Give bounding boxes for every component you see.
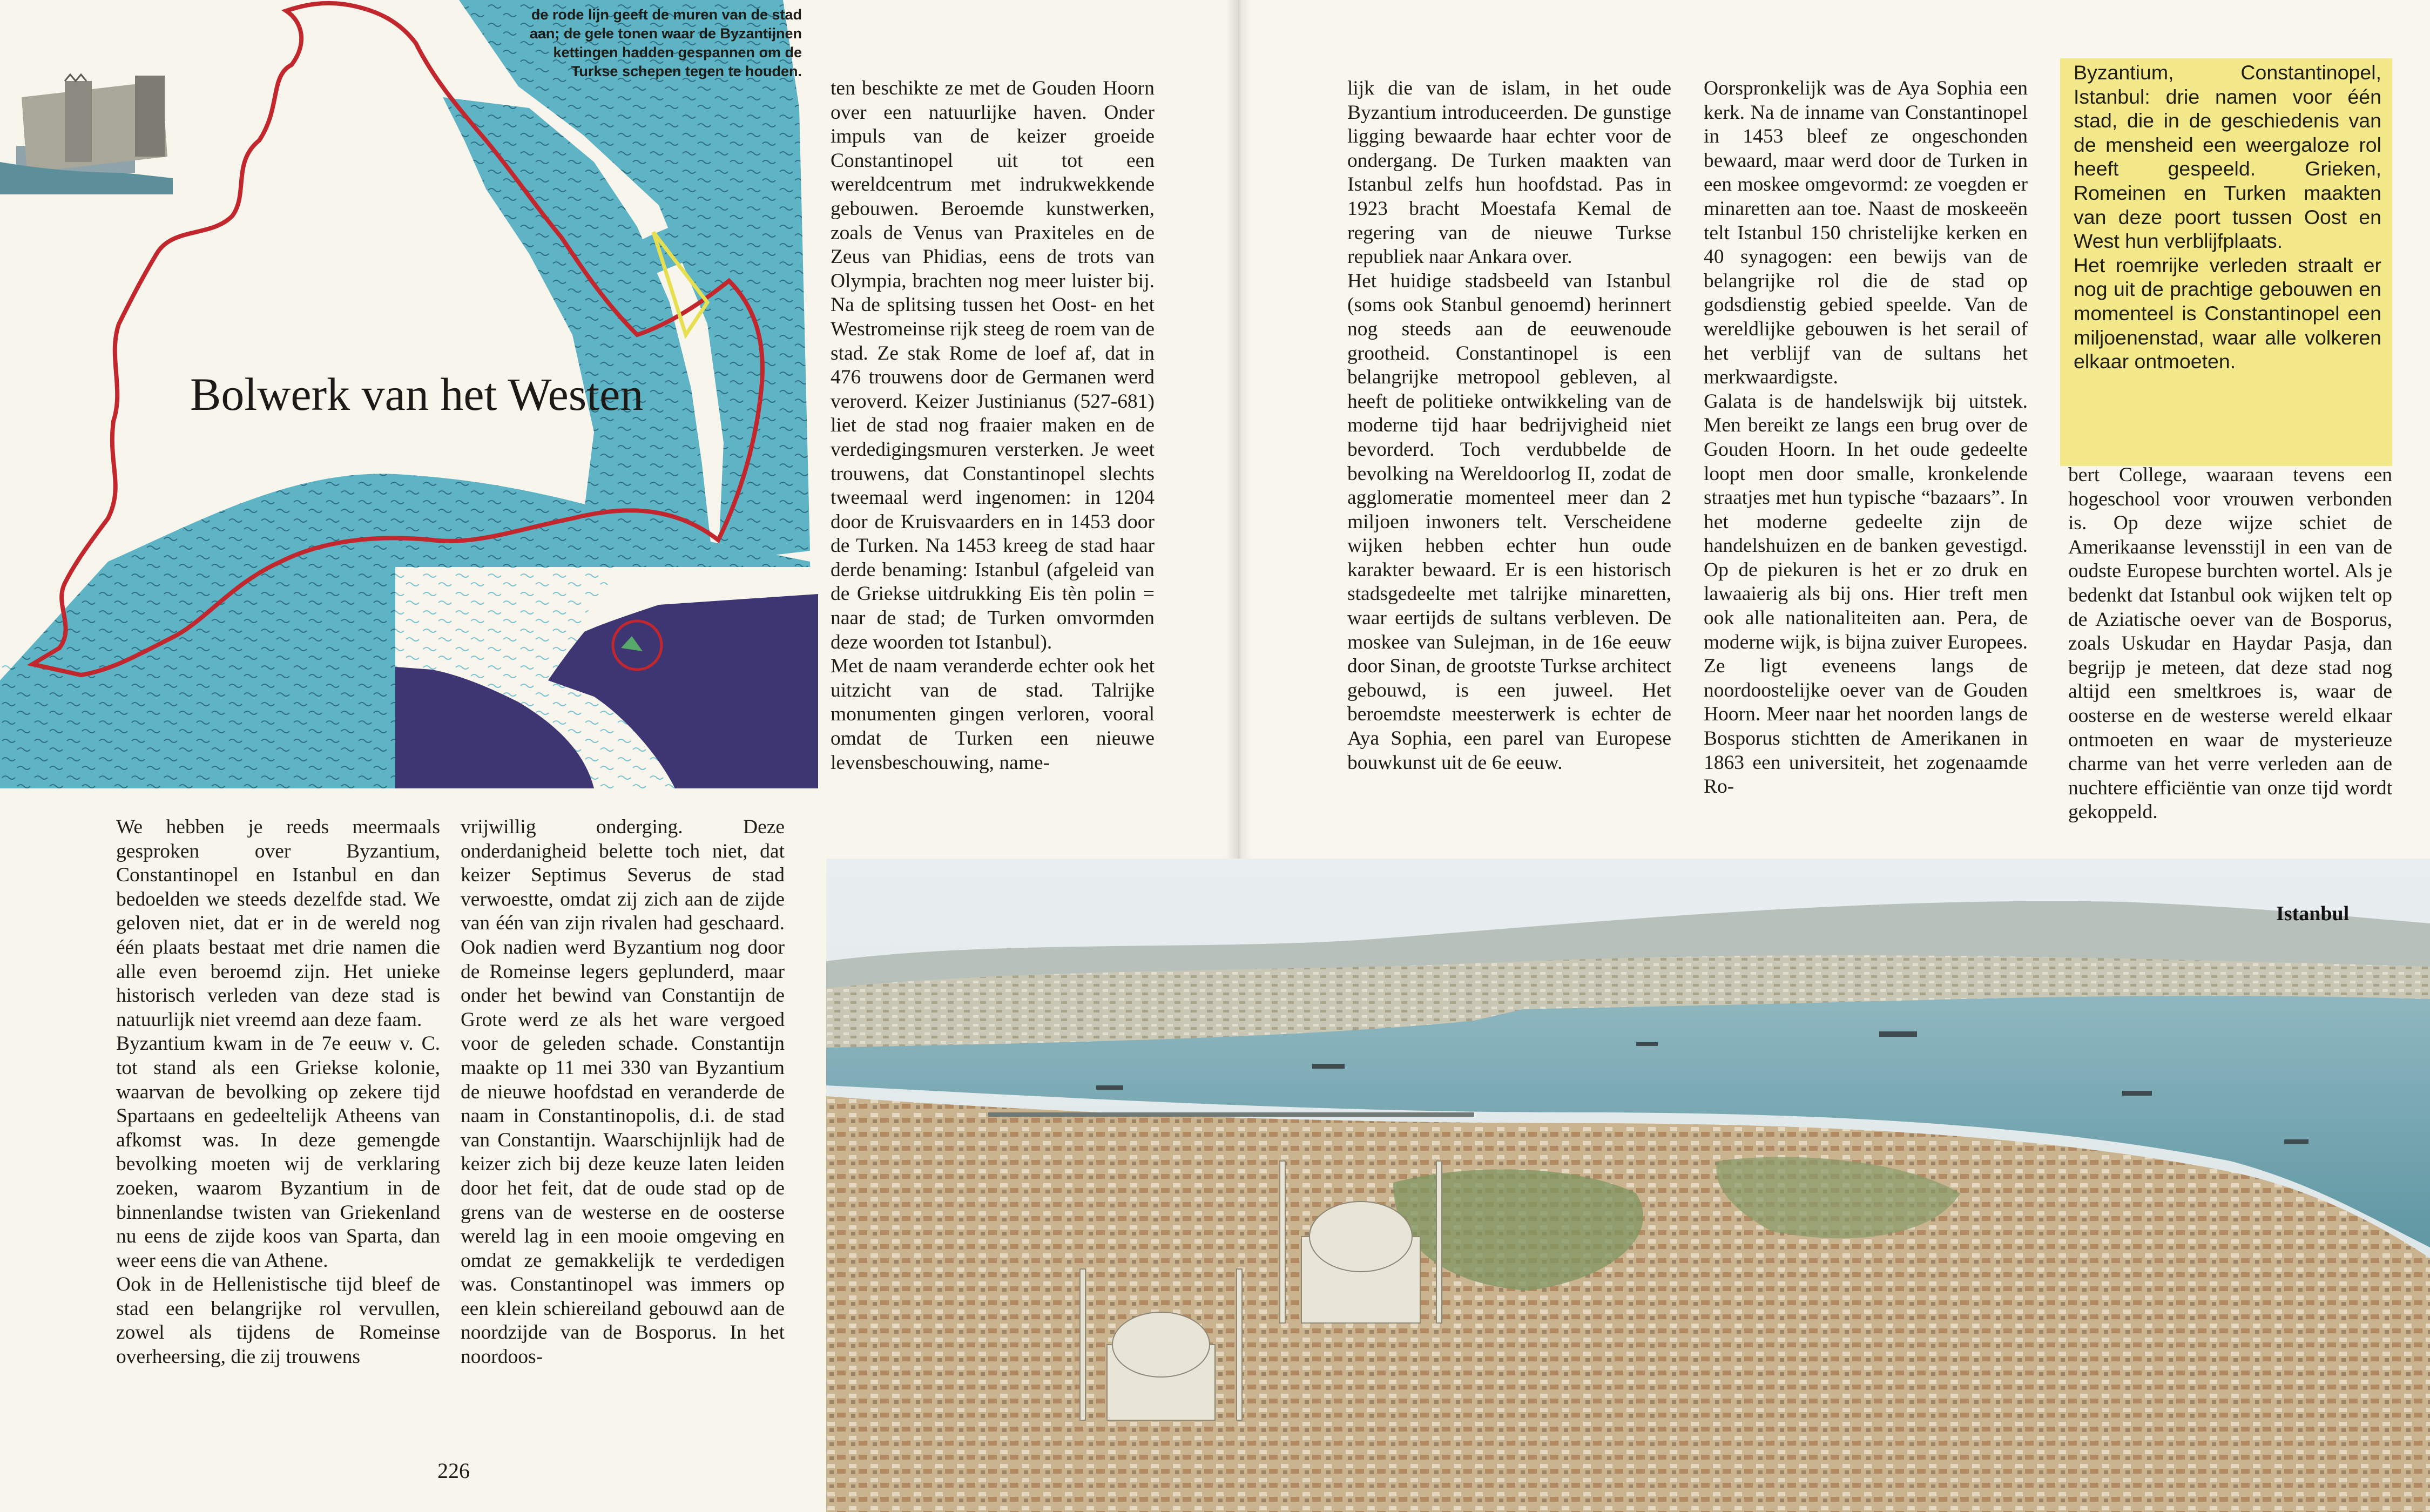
paragraph: Byzantium kwam in de 7e eeuw v. C. tot stand als een Griekse kolonie, waarvan de bevolking op zekere tijd Spartaans en gedeeltelijk Atheens van afkomst was. In deze gemengde bevolking moeten wij de verklaring zoeken, waarom Byzantium in de binnenlandse twisten van Griekenland nu eens de zijde koos van Sparta, dan weer eens die van Athene.	[116, 1032, 440, 1272]
right-column-2	[1704, 77, 2028, 799]
city-wall-drawing	[0, 75, 173, 194]
paragraph: vrijwillig onderging. Deze onderdanigheid belette toch niet, dat keizer Septimus Severus de stad verwoestte, omdat zij zich aan de zijde van één van zijn rivalen had geschaard. Ook nadien werd Byzantium nog door de Romeinse legers geplunderd, maar onder het bewind van Constantijn de Grote werd ze als het ware vergoed voor de geleden schade. Constantijn maakte op 11 mei 330 van Byzantium de nieuwe hoofdstad en veranderde de naam in Constantinopolis, d.i. de stad van Constantijn. Waarschijnlijk had de keizer zich bij deze keuze laten leiden door het feit, dat de oude stad op de grens van de westerse en de oosterse wereld lag in een mooie omgeving en omdat ze gemakkelijk te verdedigen was. Constantinopel was immers op een klein schiereiland gebouwd aan de noordzijde van de Bosporus. In het noordoos-	[461, 816, 785, 1368]
panorama-label: Istanbul	[2276, 902, 2350, 925]
left-column-3	[831, 77, 1155, 775]
map-caption: de rode lijn geeft de muren van de stad aan; de gele tonen waar de Byzantijnen kettingen hadden gespannen om de Turkse schepen tegen te houden.	[529, 6, 802, 79]
paragraph: Galata is de handelswijk bij uitstek. Men bereikt ze langs een brug over de Gouden Hoorn. In het oude gedeelte loopt men door smalle, kronkelende straatjes met hun typische “bazaars”. In het moderne gedeelte zijn de handelshuizen en de banken gevestigd. Op de piekuren is het er zo druk en lawaaierig als bij ons. Hier treft men ook alle nationaliteiten aan. Pera, de moderne wijk, is bijna zuiver Europees. Ze ligt eveneens langs de noordoostelijke oever van de Gouden Hoorn. Meer naar het noorden langs de Bosporus stichtten de Amerikanen in 1863 een universiteit, het zogenaamde Ro-	[1704, 390, 2028, 798]
paragraph: Ook in de Hellenistische tijd bleef de stad een belangrijke rol vervullen, zowel als tijdens de Romeinse overheersing, die zij trouwens	[116, 1273, 440, 1368]
paragraph: ten beschikte ze met de Gouden Hoorn over een natuurlijke haven. Onder impuls van de keizer groeide Constantinopel uit tot een wereldcentrum met indrukwekkende gebouwen. Beroemde kunstwerken, zoals de Venus van Praxiteles en de Zeus van Phidias, eens de trots van Olympia, brachten nog meer luister bij. Na de splitsing tussen het Oost- en het Westromeinse rijk steeg de roem van de stad. Ze stak Rome de loef af, dat in 476 trouwens door de Germanen werd veroverd. Keizer Justinianus (527-681) liet de stad nog fraaier maken en de verdedigingsmuren versterken. Je weet trouwens, dat Constantinopel slechts tweemaal werd ingenomen: in 1204 door de Kruisvaarders en in 1453 door de Turken. Na 1453 kreeg de stad haar derde benaming: Istanbul (afgeleid van de Griekse uitdrukking Eis tèn polin = naar de stad; de Turken omvormden deze woorden tot Istanbul).	[831, 77, 1155, 653]
left-column-1	[116, 815, 440, 1369]
highlight-paragraph: Byzantium, Constantinopel, Istanbul: drie namen voor één stad, die in de geschiedenis van de mensheid een weergaloze rol heeft gespeeld. Grieken, Romeinen en Turken maakten van deze poort tussen Oost en West hun verblijfplaats.	[2074, 61, 2381, 253]
paragraph: We hebben je reeds meermaals gesproken over Byzantium, Constantinopel en Istanbul en dan bedoelden we steeds dezelfde stad. We geloven niet, dat er in de wereld nog één plaats bestaat met drie namen die alle even beroemd zijn. Het unieke historisch verleden van deze stad is natuurlijk niet vreemd aan deze faam.	[116, 816, 440, 1031]
highlight-text	[2074, 60, 2381, 374]
inset-map	[395, 567, 818, 788]
paragraph: Het huidige stadsbeeld van Istanbul (soms ook Stanbul genoemd) herinnert nog steeds aan de eeuwenoude grootheid. Constantinopel is een belangrijke metropool gebleven, al heeft de politieke ontwikkeling van de moderne tijd haar bedrijvigheid niet bevorderd. Toch verdubbelde de bevolking na Wereldoorlog II, zodat de agglomeratie momenteel meer dan 2 miljoen inwoners telt. Verscheidene wijken hebben echter hun oude karakter bewaard. Er is een historisch stadsgedeelte met talrijke minaretten, waar eertijds de sultans verbleven. De moskee van Sulejman, in de 16e eeuw door Sinan, de grootste Turkse architect gebouwd, is een juweel. Het beroemdste meesterwerk is echter de Aya Sophia, een parel van Europese bouwkunst uit de 6e eeuw.	[1347, 269, 1671, 774]
paragraph: bert College, waaraan tevens een hogeschool voor vrouwen verbonden is. Op deze wijze schiet de Amerikaanse levensstijl in een van de oudste Europese burchten wortel. Als je bedenkt dat Istanbul ook wijken telt op de Aziatische oever van de Bosporus, zoals Uskudar en Haydar Pasja, dan begrijp je meteen, dat deze stad nog altijd een smeltkroes is, waar de oosterse en de westerse wereld elkaar ontmoeten en waar de mysterieuze charme van het verre verleden aan de nuchtere efficiëntie van onze tijd wordt gekoppeld.	[2068, 464, 2392, 824]
highlight-paragraph: Het roemrijke verleden straalt er nog uit de prachtige gebouwen en momenteel is Constantinopel een miljoenenstad, waar alle volkeren elkaar ontmoeten.	[2074, 253, 2381, 373]
istanbul-panorama	[826, 859, 2430, 1512]
paragraph: Oorspronkelijk was de Aya Sophia een kerk. Na de inname van Constantinopel in 1453 bleef ze ongeschonden bewaard, maar werd door de Turken in een moskee omgevormd: ze voegden er minaretten aan toe. Naast de moskeeën telt Istanbul 150 christelijke kerken en 40 synagogen: een bewijs van de belangrijke rol die de stad op godsdienstig gebied speelde. Van de wereldlijke gebouwen is het serail of het verblijf van de sultans het merkwaardigste.	[1704, 77, 2028, 389]
left-column-2	[461, 815, 785, 1369]
right-column-1	[1347, 77, 1671, 775]
article-title: Bolwerk van het Westen	[190, 368, 644, 420]
paragraph: Met de naam veranderde echter ook het uitzicht van de stad. Talrijke monumenten gingen verloren, vooral omdat de Turken een nieuwe levensbeschouwing, name-	[831, 655, 1155, 774]
paragraph: lijk die van de islam, in het oude Byzantium introduceerden. De gunstige ligging bewaarde haar echter voor de ondergang. De Turken maakten van Istanbul zelfs hun hoofdstad. Pas in 1923 bracht Moestafa Kemal de regering van de nieuwe Turkse republiek naar Ankara over.	[1347, 77, 1671, 268]
right-column-3	[2068, 463, 2392, 825]
page-number: 226	[437, 1459, 470, 1483]
